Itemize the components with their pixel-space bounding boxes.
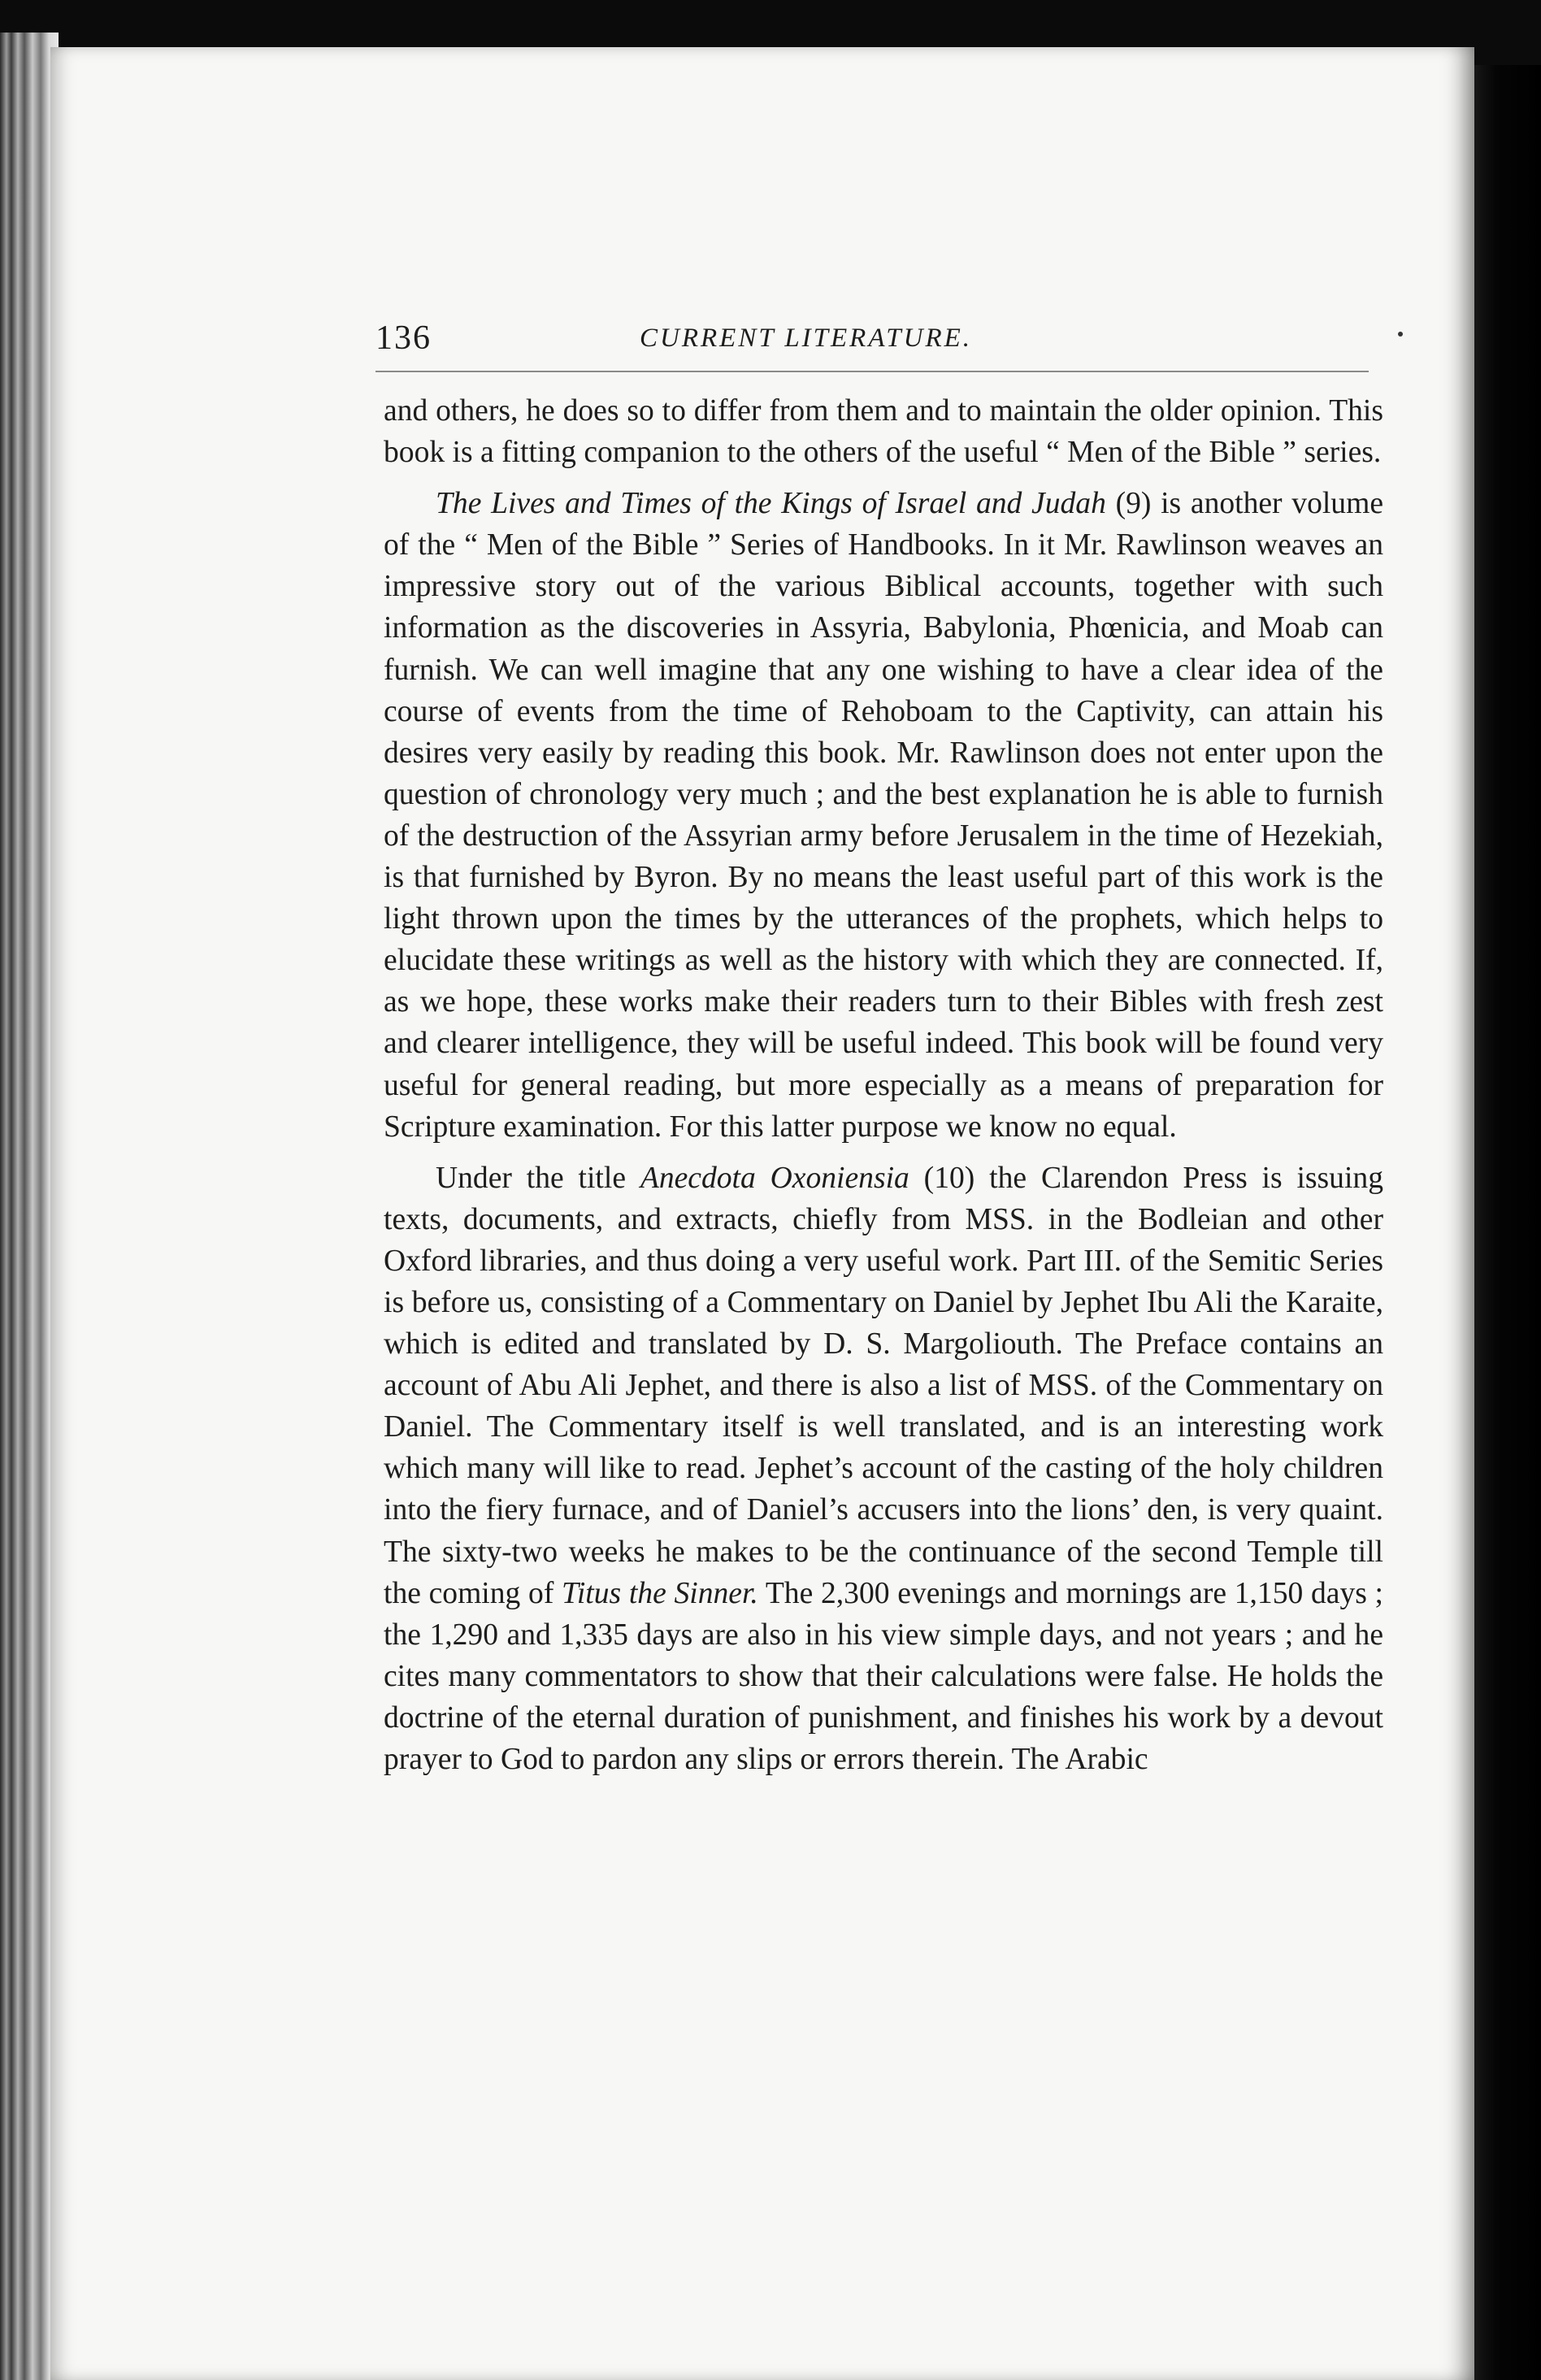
footnote-ref-10: (10) — [909, 1161, 990, 1195]
paragraph-1: and others, he does so to differ from them and to maintain the older opinion. This book is a fitting companion to the others of the useful “ Men of the Bible ” series. — [384, 394, 1383, 470]
book-spine-shadow — [1471, 65, 1541, 2380]
paragraph-2-text: is another volume of the “ Men of the Bible ” Series of Handbooks. In it Mr. Rawlinson weaves an impressive story out of the various Biblical accounts, together with such information as the discoveries in Assyria, Babylonia, Phœnicia, and Moab can furnish. We can well imagine that any one wishing to have a clear idea of the course of events from the time of Rehoboam to the Captivity, can attain his desires very easily by reading this book. Mr. Rawlinson does not enter upon the question of chronology very much ; and the best explanation he is able to furnish of the destruction of the Assyrian army before Jerusalem in the time of Hezekiah, is that furnished by Byron. By no means the least useful part of this work is the light thrown upon the times by the utterances of the prophets, which helps to elucidate these writings as well as the history with which they are connected. If, as we hope, these works make their readers turn to their Bibles with fresh zest and clearer intelligence, they will be useful indeed. This book will be found very useful for general reading, but more especially as a means of preparation for Scripture examination. For this latter purpose we know no equal. — [384, 487, 1383, 1144]
footnote-ref-9: (9) — [1105, 487, 1161, 521]
paragraph-3-end: The 2,300 evenings and mornings are 1,150 days ; the 1,290 and 1,335 days are also in his view simple days, and not years ; and he cites many commentators to show that their calculations were false. He holds the doctrine of the eternal duration of punishment, and finishes his work by a devout prayer to God to pardon any slips or errors therein. The Arabic — [384, 1576, 1383, 1776]
running-title: CURRENT LITERATURE. — [640, 324, 973, 353]
book-title-kings: The Lives and Times of the Kings of Israel and Judah — [436, 487, 1106, 521]
book-page — [50, 47, 1474, 2380]
paragraph-3-text: the Clarendon Press is issuing texts, documents, and extracts, chiefly from MSS. in the Bodleian and other Oxford libraries, and thus doing a very useful work. Part III. of the Semitic Series is before us, consisting of a Commentary on Daniel by Jephet Ibu Ali the Karaite, which is edited and translated by D. S. Margoliouth. The Preface contains an account of Abu Ali Jephet, and there is also a list of MSS. of the Commentary on Daniel. The Commentary itself is well translated, and is an interesting work which many will like to read. Jephet’s account of the casting of the holy children into the fiery furnace, and of Daniel’s accusers into the lions’ den, is very quaint. The sixty-two weeks he makes to be the continuance of the second Temple till the coming of — [384, 1161, 1383, 1610]
paragraph-2 — [384, 483, 1383, 1148]
paragraph-3 — [384, 1157, 1383, 1780]
page-number: 136 — [375, 319, 432, 357]
body-text — [384, 390, 1383, 1780]
text-block — [375, 307, 1383, 1790]
book-title-anecdota: Anecdota Oxoniensia — [640, 1161, 909, 1195]
titus-the-sinner: Titus the Sinner. — [562, 1576, 758, 1610]
running-head — [375, 307, 1369, 372]
ink-dot — [1398, 332, 1403, 337]
paragraph-3-lead: Under the title — [436, 1161, 640, 1195]
